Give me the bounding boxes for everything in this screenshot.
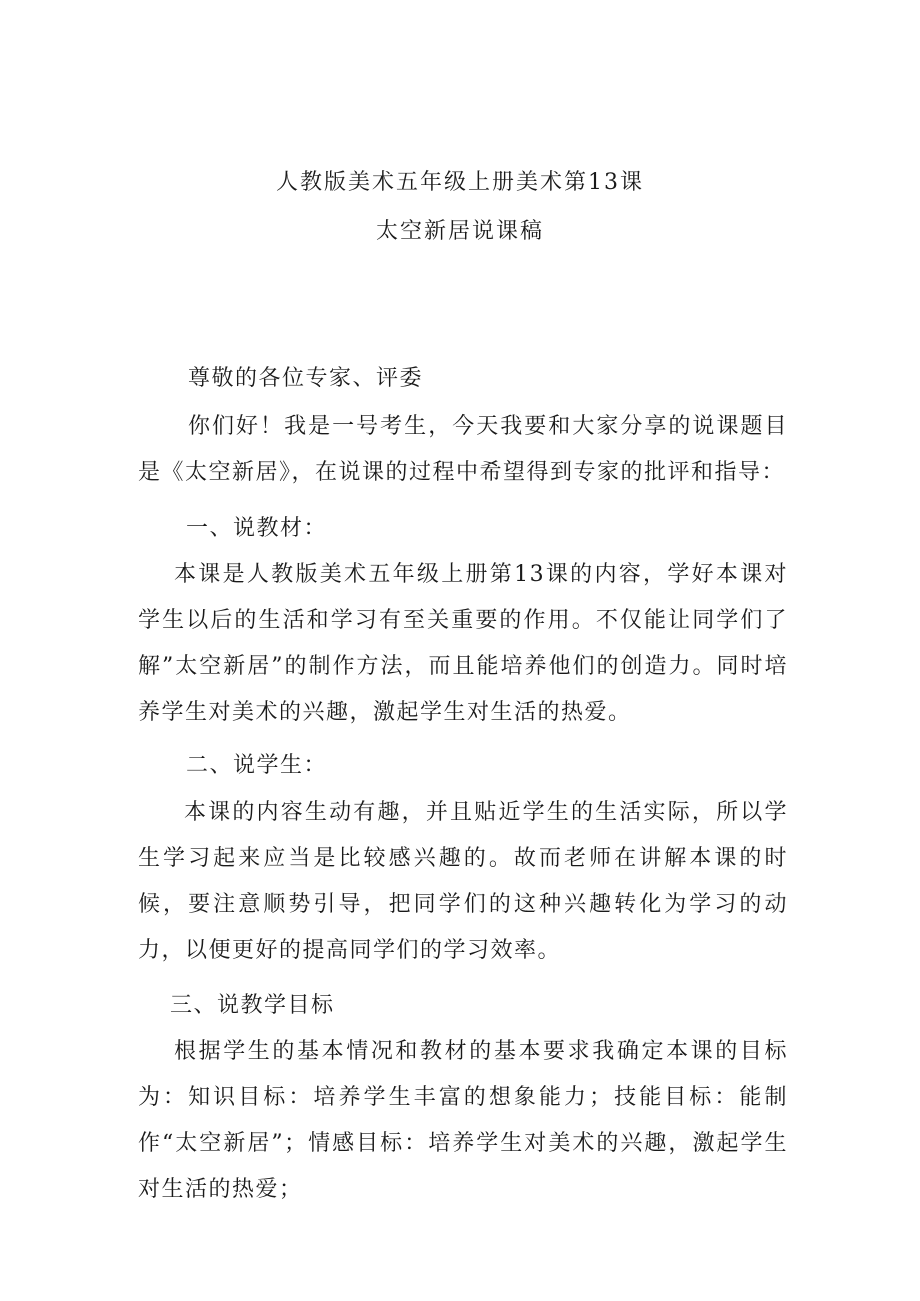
section-heading-textbook: 一、说教材： (186, 516, 328, 541)
greeting-paragraph: 尊敬的各位专家、评委 (188, 366, 424, 391)
section-body-objectives: 根据学生的基本情况和教材的基本要求我确定本课的目标为：知识目标：培养学生丰富的想象能力；技能目标：能制作“太空新居”；情感目标：培养学生对美术的兴趣，激起学生对生活的热爱； (138, 1039, 788, 1202)
document-subtitle: 太空新居说课稿 (375, 219, 544, 244)
section-body-textbook: 本课是人教版美术五年级上册第13课的内容，学好本课对学生以后的生活和学习有至关重要的作用。不仅能让同学们了解”太空新居”的制作方法，而且能培养他们的创造力。同时培养学生对美术的兴趣，激起学生对生活的热爱。 (138, 562, 788, 725)
document-title: 人教版美术五年级上册美术第13课 (276, 170, 644, 195)
intro-paragraph: 你们好！我是一号考生，今天我要和大家分享的说课题目是《太空新居》，在说课的过程中希望得到专家的批评和指导： (138, 414, 788, 485)
section-heading-students: 二、说学生： (186, 753, 328, 778)
section-heading-objectives: 三、说教学目标 (170, 993, 335, 1018)
section-body-students: 本课的内容生动有趣，并且贴近学生的生活实际，所以学生学习起来应当是比较感兴趣的。故而老师在讲解本课的时候，要注意顺势引导，把同学们的这种兴趣转化为学习的动力，以便更好的提高同学们的学习效率。 (138, 800, 788, 963)
